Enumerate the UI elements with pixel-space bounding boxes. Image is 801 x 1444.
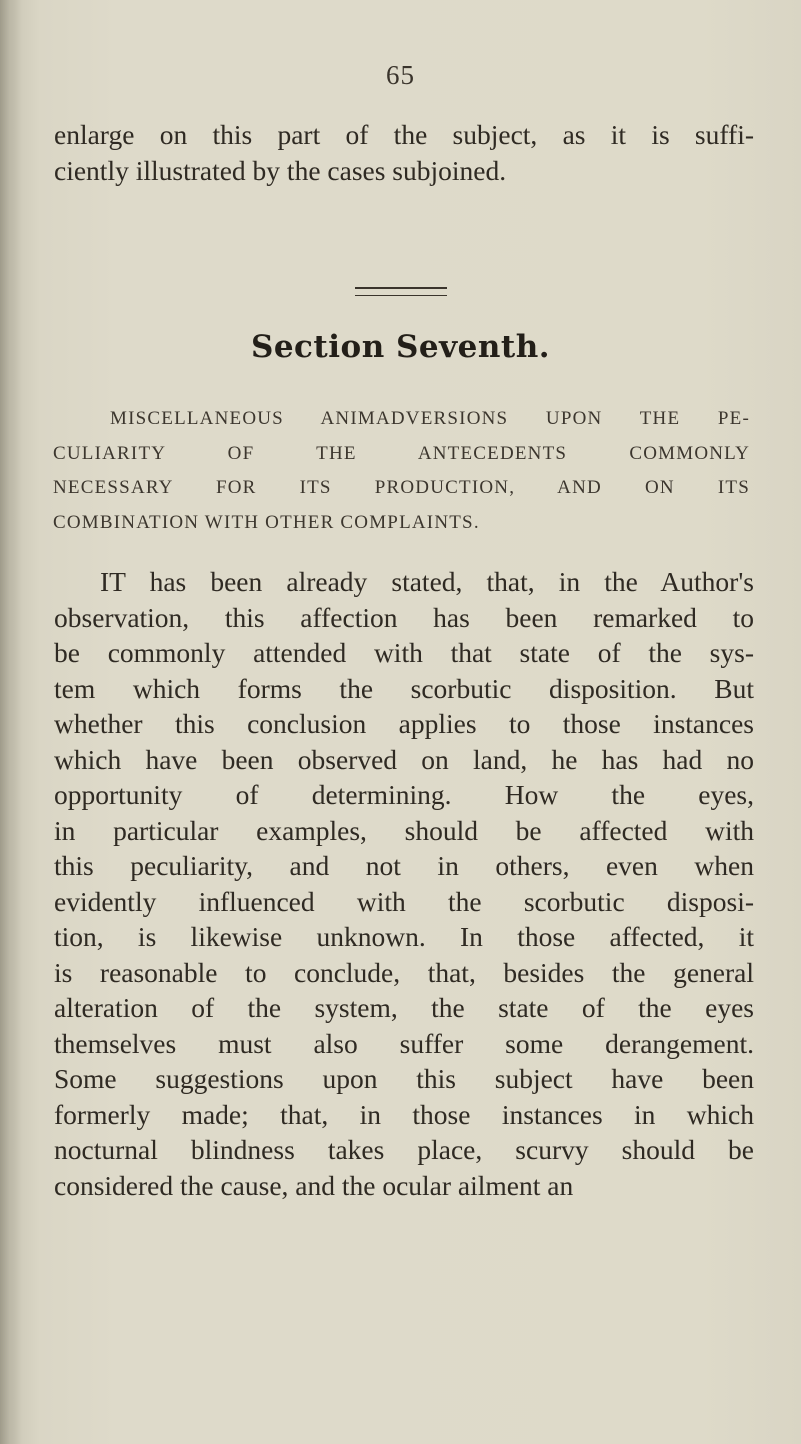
body-line: considered the cause, and the ocular ailment an [54,1169,574,1201]
body-line: IT has been already stated, that, in the Author's [100,566,754,597]
intro-paragraph [54,117,754,188]
body-line: whether this conclusion applies to those instances [54,708,754,739]
caption-line: NECESSARY FOR ITS PRODUCTION, AND ON ITS [53,477,750,498]
body-paragraph [54,564,754,1203]
caption-line: CULIARITY OF THE ANTECEDENTS COMMONLY [53,442,750,464]
page-number: 65 [386,60,415,90]
body-line: opportunity of determining. How the eyes, [54,779,754,810]
body-line: in particular examples, should be affected with [54,814,754,846]
body-line: be commonly attended with that state of the sys- [54,637,754,668]
body-line: which have been observed on land, he has had no [54,743,754,775]
page-spine-shadow [0,0,22,1444]
intro-line: ciently illustrated by the cases subjoined. [54,154,507,186]
body-line: observation, this affection has been remarked to [54,601,754,633]
body-line: nocturnal blindness takes place, scurvy should be [54,1134,754,1165]
intro-line: enlarge on this part of the subject, as it is suffi- [54,119,754,150]
caption-line: COMBINATION WITH OTHER COMPLAINTS. [53,511,480,533]
section-heading: Section Seventh. [250,329,551,365]
body-line: themselves must also suffer some derangement. [54,1027,754,1059]
body-line: alteration of the system, the state of the eyes [54,992,754,1023]
body-line: evidently influenced with the scorbutic disposi- [54,885,754,917]
section-divider-rule [355,287,447,296]
body-line: is reasonable to conclude, that, besides the general [54,956,754,988]
body-line: this peculiarity, and not in others, even when [54,850,754,881]
body-line: formerly made; that, in those instances in which [54,1098,754,1130]
body-line: tem which forms the scorbutic disposition. But [54,672,754,704]
body-line: Some suggestions upon this subject have been [54,1063,754,1094]
caption-line: MISCELLANEOUS ANIMADVERSIONS UPON THE PE- [110,408,750,429]
body-line: tion, is likewise unknown. In those affected, it [54,921,754,952]
section-caption [53,402,750,540]
